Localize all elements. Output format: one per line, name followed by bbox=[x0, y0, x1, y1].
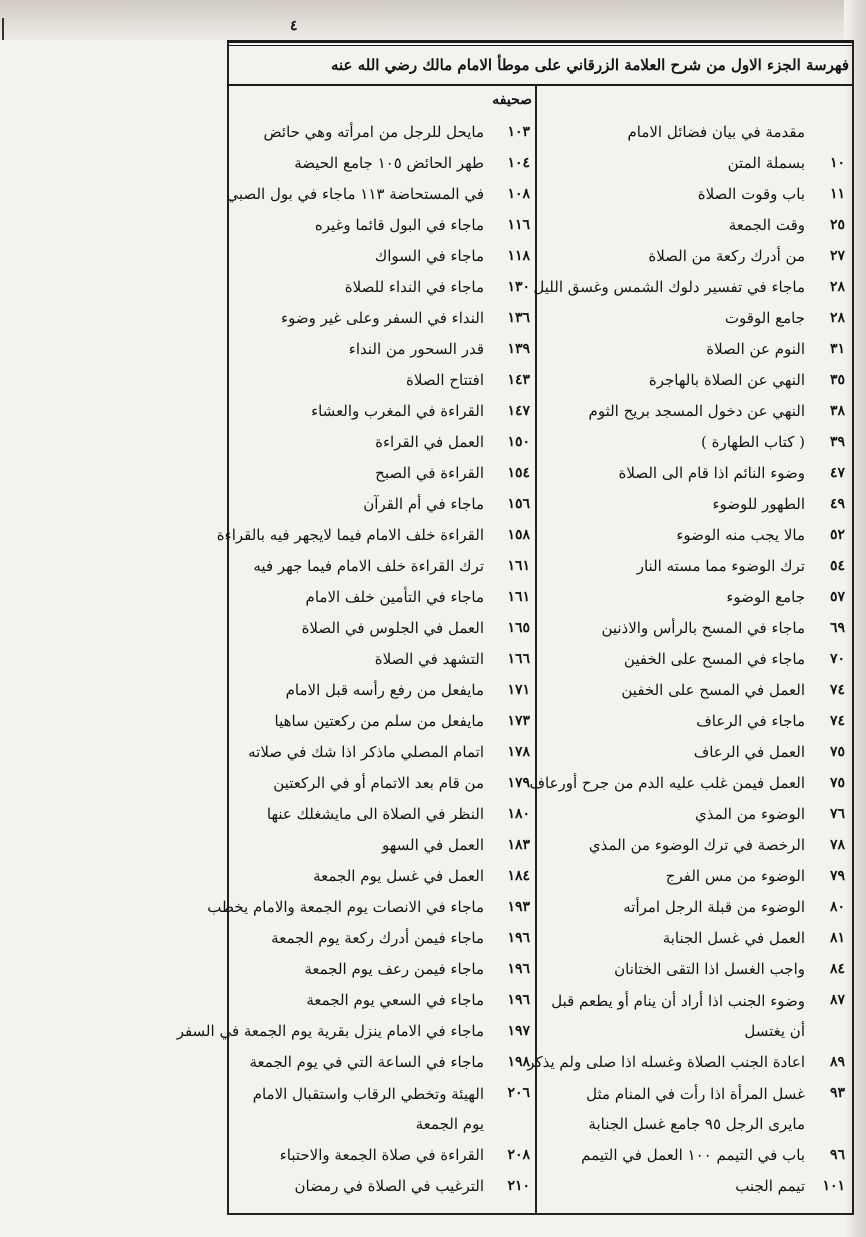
entry-title: من أدرك ركعة من الصلاة bbox=[648, 247, 805, 265]
entry-title: ماجاء في الانصات يوم الجمعة والامام يخطب bbox=[207, 898, 484, 916]
entry-page-number: ١١٨ bbox=[507, 248, 530, 264]
entry-title: ماجاء في السواك bbox=[374, 247, 484, 265]
index-entry bbox=[545, 645, 845, 676]
index-entry bbox=[545, 366, 845, 397]
entry-page-number: ٣٨ bbox=[829, 403, 845, 419]
entry-page-number: ١٦٥ bbox=[507, 620, 530, 636]
entry-title: الوضوء من مس الفرج bbox=[665, 867, 805, 885]
entry-title: مايفعل من سلم من ركعتين ساهيا bbox=[274, 712, 484, 730]
entry-title: النهي عن دخول المسجد بريح الثوم bbox=[588, 402, 805, 420]
entry-page-number: ١٣٦ bbox=[507, 310, 530, 326]
index-entry bbox=[238, 273, 530, 304]
index-entry bbox=[545, 738, 845, 769]
index-entry bbox=[545, 428, 845, 459]
entry-title: ماجاء في تفسير دلوك الشمس وغسق الليل bbox=[533, 278, 805, 296]
index-entry bbox=[533, 273, 845, 304]
entry-title: القراءة في صلاة الجمعة والاحتباء bbox=[279, 1146, 484, 1164]
index-entry bbox=[238, 211, 530, 242]
entry-title: طهر الحائض ١٠٥ جامع الحيضة bbox=[294, 154, 484, 172]
index-entry bbox=[238, 769, 530, 800]
index-entry bbox=[545, 831, 845, 862]
entry-title: الوضوء من المذي bbox=[694, 805, 805, 823]
column-divider bbox=[535, 86, 537, 1215]
margin-mark bbox=[2, 18, 4, 40]
entry-title: القراءة خلف الامام فيما لايجهر فيه بالقراءة bbox=[216, 526, 484, 544]
entry-title: العمل في غسل يوم الجمعة bbox=[313, 867, 484, 885]
entry-page-number: ١٠ bbox=[829, 155, 845, 171]
index-entry bbox=[238, 490, 530, 521]
entry-page-number: ١٦١ bbox=[507, 558, 530, 574]
page-column-label: صحيفه bbox=[492, 92, 532, 108]
entry-title: جامع الوقوت bbox=[724, 309, 805, 327]
entry-page-number: ٨٠ bbox=[829, 899, 845, 915]
entry-page-number: ١٩٦ bbox=[507, 961, 530, 977]
index-entry bbox=[545, 893, 845, 924]
entry-page-number: ١٨٤ bbox=[507, 868, 530, 884]
entry-title: جامع الوضوء bbox=[726, 588, 805, 606]
entry-page-number: ٤٧ bbox=[829, 465, 845, 481]
index-column-left bbox=[176, 118, 530, 1203]
entry-page-number: ٨١ bbox=[829, 930, 845, 946]
entry-page-number: ٢٥ bbox=[829, 217, 845, 233]
entry-title: مقدمة في بيان فضائل الامام bbox=[627, 123, 805, 141]
index-entry bbox=[238, 583, 530, 614]
entry-title: ( كتاب الطهارة ) bbox=[701, 433, 805, 451]
entry-title: مايحل للرجل من امرأته وهي حائض bbox=[263, 123, 484, 141]
top-rule-inner bbox=[227, 45, 854, 46]
index-entry bbox=[238, 428, 530, 459]
entry-title: الطهور للوضوء bbox=[712, 495, 805, 513]
index-entry bbox=[545, 304, 845, 335]
entry-page-number: ١٨٣ bbox=[507, 837, 530, 853]
entry-title: وقت الجمعة bbox=[728, 216, 805, 234]
entry-title: وضوء الجنب اذا أراد أن ينام أو يطعم قبل أن يغتسل bbox=[551, 992, 805, 1040]
entry-page-number: ٨٧ bbox=[829, 992, 845, 1008]
entry-page-number: ١٩٦ bbox=[507, 992, 530, 1008]
entry-page-number: ٨٤ bbox=[829, 961, 845, 977]
index-entry bbox=[545, 1172, 845, 1203]
entry-page-number: ٤٩ bbox=[829, 496, 845, 512]
entry-title: من قام بعد الاتمام أو في الركعتين bbox=[273, 774, 484, 792]
index-entry bbox=[545, 149, 845, 180]
entry-page-number: ٥٤ bbox=[829, 558, 845, 574]
entry-title: القراءة في المغرب والعشاء bbox=[311, 402, 484, 420]
entry-page-number: ٧٠ bbox=[829, 651, 845, 667]
index-entry bbox=[545, 459, 845, 490]
index-entry bbox=[545, 614, 845, 645]
entry-page-number: ١٣٩ bbox=[507, 341, 530, 357]
entry-title: الوضوء من قبلة الرجل امرأته bbox=[623, 898, 805, 916]
entry-title: باب وقوت الصلاة bbox=[697, 185, 805, 203]
entry-page-number: ١٥٠ bbox=[507, 434, 530, 450]
entry-title: مالا يجب منه الوضوء bbox=[676, 526, 805, 544]
entry-page-number: ٦٩ bbox=[829, 620, 845, 636]
entry-title: ماجاء في الساعة التي في يوم الجمعة bbox=[249, 1053, 484, 1071]
header-rule bbox=[227, 84, 854, 86]
entry-title: الترغيب في الصلاة في رمضان bbox=[294, 1177, 484, 1195]
index-entry bbox=[238, 397, 530, 428]
entry-page-number: ٧٤ bbox=[829, 682, 845, 698]
entry-title: اعادة الجنب الصلاة وغسله اذا صلى ولم يذكر bbox=[527, 1053, 805, 1071]
entry-title: العمل في القراءة bbox=[375, 433, 484, 451]
entry-page-number: ١٠٤ bbox=[507, 155, 530, 171]
entry-page-number: ١٨٠ bbox=[507, 806, 530, 822]
page-top-shade bbox=[0, 0, 866, 40]
index-entry bbox=[226, 180, 530, 211]
entry-page-number: ٢٨ bbox=[829, 310, 845, 326]
entry-page-number: ١٩٨ bbox=[507, 1054, 530, 1070]
entry-title: العمل في غسل الجنابة bbox=[662, 929, 805, 947]
entry-title: ماجاء فيمن أدرك ركعة يوم الجمعة bbox=[271, 929, 484, 947]
entry-page-number: ٧٨ bbox=[829, 837, 845, 853]
entry-page-number: ٣٥ bbox=[829, 372, 845, 388]
index-entry bbox=[238, 1141, 530, 1172]
entry-page-number: ٢٨ bbox=[829, 279, 845, 295]
entry-title: النهي عن الصلاة بالهاجرة bbox=[648, 371, 805, 389]
index-entry bbox=[545, 397, 845, 428]
index-entry bbox=[238, 366, 530, 397]
index-entry bbox=[545, 118, 845, 149]
entry-page-number: ١١ bbox=[829, 186, 845, 202]
entry-title: العمل فيمن غلب عليه الدم من جرح أورعاف bbox=[529, 774, 805, 792]
entry-title: واجب الغسل اذا التقى الختانان bbox=[614, 960, 805, 978]
entry-page-number: ١٩٧ bbox=[507, 1023, 530, 1039]
entry-title: النظر في الصلاة الى مايشغلك عنها bbox=[266, 805, 484, 823]
entry-title: العمل في السهو bbox=[382, 836, 484, 854]
index-entry bbox=[545, 924, 845, 955]
entry-page-number: ١١٦ bbox=[507, 217, 530, 233]
index-entry bbox=[216, 521, 530, 552]
entry-page-number: ٧٤ bbox=[829, 713, 845, 729]
index-entry bbox=[545, 676, 845, 707]
index-entry bbox=[238, 242, 530, 273]
entry-page-number: ١٩٦ bbox=[507, 930, 530, 946]
index-entry bbox=[545, 490, 845, 521]
index-entry bbox=[238, 645, 530, 676]
entry-title: ماجاء في المسح بالرأس والاذنين bbox=[601, 619, 805, 637]
entry-page-number: ١٧٨ bbox=[507, 744, 530, 760]
index-entry bbox=[238, 924, 530, 955]
index-entry bbox=[545, 211, 845, 242]
entry-page-number: ١٤٣ bbox=[507, 372, 530, 388]
entry-page-number: ٧٦ bbox=[829, 806, 845, 822]
entry-title: افتتاح الصلاة bbox=[406, 371, 484, 389]
entry-title: ماجاء في النداء للصلاة bbox=[344, 278, 484, 296]
entry-title: ماجاء في الرعاف bbox=[696, 712, 805, 730]
index-entry bbox=[545, 800, 845, 831]
entry-page-number: ٥٢ bbox=[829, 527, 845, 543]
entry-page-number: ٩٣ bbox=[829, 1085, 845, 1101]
entry-title: العمل في الجلوس في الصلاة bbox=[301, 619, 484, 637]
index-entry bbox=[238, 986, 530, 1017]
entry-page-number: ١٥٦ bbox=[507, 496, 530, 512]
index-entry bbox=[176, 1017, 530, 1048]
index-entry bbox=[238, 707, 530, 738]
top-rule-outer bbox=[227, 40, 854, 43]
entry-title: غسل المرأة اذا رأت في المنام مثل مايرى الرجل ٩٥ جامع غسل الجنابة bbox=[586, 1085, 805, 1133]
index-entry bbox=[545, 521, 845, 552]
index-entry bbox=[238, 552, 530, 583]
index-entry bbox=[238, 676, 530, 707]
entry-page-number: ١٣٠ bbox=[507, 279, 530, 295]
entry-title: ترك القراءة خلف الامام فيما جهر فيه bbox=[253, 557, 484, 575]
entry-page-number: ٥٧ bbox=[829, 589, 845, 605]
index-entry bbox=[545, 242, 845, 273]
entry-page-number: ١٠١ bbox=[822, 1178, 845, 1194]
index-title: فهرسة الجزء الاول من شرح العلامة الزرقاني على موطأ الامام مالك رضي الله عنه bbox=[330, 56, 849, 74]
index-entry bbox=[545, 707, 845, 738]
entry-page-number: ١٥٤ bbox=[507, 465, 530, 481]
index-column-right bbox=[527, 118, 845, 1203]
index-entry bbox=[238, 614, 530, 645]
entry-title: في المستحاضة ١١٣ ماجاء في بول الصبي bbox=[226, 185, 484, 203]
index-entry bbox=[545, 583, 845, 614]
index-entry bbox=[238, 149, 530, 180]
entry-page-number: ١٦٦ bbox=[507, 651, 530, 667]
index-entry bbox=[545, 955, 845, 986]
index-entry bbox=[238, 459, 530, 490]
index-entry bbox=[545, 986, 845, 1048]
entry-page-number: ٧٩ bbox=[829, 868, 845, 884]
entry-page-number: ٧٥ bbox=[829, 744, 845, 760]
entry-page-number: ١٥٨ bbox=[507, 527, 530, 543]
index-entry bbox=[545, 1141, 845, 1172]
entry-title: النوم عن الصلاة bbox=[706, 340, 805, 358]
entry-page-number: ١٧٩ bbox=[507, 775, 530, 791]
entry-page-number: ٣٩ bbox=[829, 434, 845, 450]
entry-title: ماجاء فيمن رعف يوم الجمعة bbox=[304, 960, 484, 978]
index-entry bbox=[238, 831, 530, 862]
index-entry bbox=[238, 1048, 530, 1079]
index-entry bbox=[545, 552, 845, 583]
entry-page-number: ١٤٧ bbox=[507, 403, 530, 419]
entry-page-number: ١٠٣ bbox=[507, 124, 530, 140]
entry-page-number: ١٠٨ bbox=[507, 186, 530, 202]
entry-page-number: ٧٥ bbox=[829, 775, 845, 791]
entry-title: النداء في السفر وعلى غير وضوء bbox=[281, 309, 484, 327]
entry-page-number: ٢٠٨ bbox=[507, 1147, 530, 1163]
entry-title: ماجاء في السعي يوم الجمعة bbox=[306, 991, 484, 1009]
entry-title: ترك الوضوء مما مسته النار bbox=[636, 557, 805, 575]
index-entry bbox=[238, 1079, 530, 1141]
index-entry bbox=[238, 118, 530, 149]
entry-title: تيمم الجنب bbox=[735, 1177, 805, 1195]
entry-title: الرخصة في ترك الوضوء من المذي bbox=[588, 836, 805, 854]
index-entry bbox=[545, 1079, 845, 1141]
entry-title: باب في التيمم ١٠٠ العمل في التيمم bbox=[581, 1146, 805, 1164]
index-entry bbox=[545, 180, 845, 211]
entry-title: العمل في المسح على الخفين bbox=[621, 681, 805, 699]
entry-page-number: ١٩٣ bbox=[507, 899, 530, 915]
page-marker: ٤ bbox=[290, 18, 298, 34]
entry-title: بسملة المتن bbox=[727, 154, 805, 172]
index-entry bbox=[545, 335, 845, 366]
entry-title: التشهد في الصلاة bbox=[374, 650, 484, 668]
entry-title: الهيئة وتخطي الرقاب واستقبال الامام يوم الجمعة bbox=[252, 1085, 484, 1133]
entry-page-number: ٣١ bbox=[829, 341, 845, 357]
index-entry bbox=[529, 769, 845, 800]
index-entry bbox=[238, 738, 530, 769]
entry-title: ماجاء في أم القرآن bbox=[363, 495, 484, 513]
index-entry bbox=[545, 862, 845, 893]
index-entry bbox=[238, 800, 530, 831]
entry-title: ماجاء في التأمين خلف الامام bbox=[305, 588, 484, 606]
entry-page-number: ٢٧ bbox=[829, 248, 845, 264]
entry-page-number: ١٧٣ bbox=[507, 713, 530, 729]
entry-title: ماجاء في البول قائما وغيره bbox=[314, 216, 484, 234]
index-entry bbox=[238, 335, 530, 366]
entry-page-number: ٢٠٦ bbox=[507, 1085, 530, 1101]
index-entry bbox=[527, 1048, 845, 1079]
entry-page-number: ٢١٠ bbox=[507, 1178, 530, 1194]
entry-title: القراءة في الصبح bbox=[375, 464, 484, 482]
entry-title: العمل في الرعاف bbox=[693, 743, 805, 761]
index-entry bbox=[238, 1172, 530, 1203]
index-entry bbox=[207, 893, 530, 924]
entry-page-number: ١٦١ bbox=[507, 589, 530, 605]
entry-title: مايفعل من رفع رأسه قبل الامام bbox=[285, 681, 484, 699]
entry-title: ماجاء في الامام ينزل بقرية يوم الجمعة في السفر bbox=[176, 1022, 484, 1040]
index-entry bbox=[238, 862, 530, 893]
entry-title: ماجاء في المسح على الخفين bbox=[623, 650, 805, 668]
entry-title: اتمام المصلي ماذكر اذا شك في صلاته bbox=[248, 743, 484, 761]
entry-title: وضوء النائم اذا قام الى الصلاة bbox=[618, 464, 805, 482]
entry-page-number: ١٧١ bbox=[507, 682, 530, 698]
entry-page-number: ٩٦ bbox=[829, 1147, 845, 1163]
entry-page-number: ٨٩ bbox=[829, 1054, 845, 1070]
entry-title: قدر السحور من النداء bbox=[348, 340, 484, 358]
index-entry bbox=[238, 304, 530, 335]
index-entry bbox=[238, 955, 530, 986]
